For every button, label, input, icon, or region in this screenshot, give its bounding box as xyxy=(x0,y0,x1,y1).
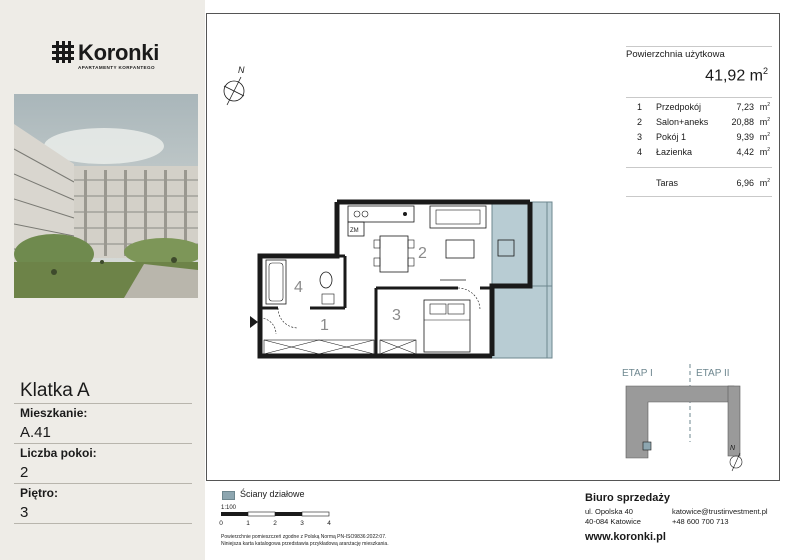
room-row: 3 Pokój 1 9,39 $m^2$ xyxy=(637,132,770,142)
zm-label: ZM xyxy=(350,228,359,234)
room-row: 4 Łazienka 4,42 $m^2$ xyxy=(637,147,770,157)
area-label: Powierzchnia użytkowa xyxy=(626,49,725,60)
sales-email[interactable]: katowice@trustinvestment.pl xyxy=(672,507,768,516)
coffee-table xyxy=(446,240,474,258)
pokoje-value: 2 xyxy=(20,464,29,481)
divider xyxy=(626,97,772,98)
apartment-location xyxy=(643,442,651,450)
sales-title: Biuro sprzedaży xyxy=(585,492,670,504)
terrace-row: Taras 6,96 $m^2$ xyxy=(656,178,770,188)
room-row: 1 Przedpokój 7,23 $m^2$ xyxy=(637,102,770,112)
terrace-area xyxy=(492,202,552,358)
divider xyxy=(14,483,192,484)
legend-walls-label: Ściany działowe xyxy=(240,489,305,499)
etap2-label: ETAP II xyxy=(696,368,730,379)
scale-tick: 4 xyxy=(327,520,331,527)
klatka-title: Klatka A xyxy=(20,380,90,401)
site-plan xyxy=(612,362,772,474)
brand-name: Koronki xyxy=(78,40,160,65)
divider xyxy=(14,443,192,444)
scale-tick: 0 xyxy=(219,520,223,527)
scale-tick: 3 xyxy=(300,520,304,527)
etap1-label: ETAP I xyxy=(622,368,653,379)
room-number-3: 3 xyxy=(392,307,401,324)
hash-logo-icon xyxy=(52,41,74,63)
north-label: N xyxy=(238,65,245,75)
brand-logo xyxy=(52,40,172,70)
scale-tick: 2 xyxy=(273,520,277,527)
pietro-label: Piętro: xyxy=(20,486,59,500)
divider xyxy=(14,523,192,524)
partition-wall-swatch xyxy=(222,491,235,500)
website-link[interactable]: www.koronki.pl xyxy=(585,531,666,543)
entrance-marker xyxy=(250,316,258,328)
disclaimer-arrangement: Niniejsza karta katalogowa przedstawia przykładową aranżację mieszkania. xyxy=(221,541,389,547)
scale-tick: 1 xyxy=(246,520,250,527)
bed xyxy=(424,300,470,352)
disclaimer-norm: Powierzchnie pomieszczeń zgodne z Polską Normą PN-ISO9836:2022:07. xyxy=(221,534,387,540)
sales-street: ul. Opolska 40 xyxy=(585,507,633,516)
site-north-label: N xyxy=(730,445,736,452)
divider xyxy=(626,196,772,197)
divider xyxy=(14,403,192,404)
room-row: 2 Salon+aneks 20,88 $m^2$ xyxy=(637,117,770,127)
mieszkanie-label: Mieszkanie: xyxy=(20,406,88,420)
floor-plan xyxy=(240,190,570,370)
dining-table xyxy=(380,236,408,272)
building-visualization xyxy=(14,94,198,298)
room-number-4: 4 xyxy=(294,279,303,296)
scale-bar xyxy=(217,511,337,529)
divider xyxy=(626,167,772,168)
mieszkanie-value: A.41 xyxy=(20,424,51,441)
room-number-1: 1 xyxy=(320,317,329,334)
pokoje-label: Liczba pokoi: xyxy=(20,446,97,460)
sales-city: 40-084 Katowice xyxy=(585,517,641,526)
sales-phone[interactable]: +48 600 700 713 xyxy=(672,517,729,526)
brand-subtitle: APARTAMENTY KORFANTEGO xyxy=(78,65,155,70)
sofa xyxy=(430,206,486,228)
area-total: 41,92 $m^2$ xyxy=(705,66,768,85)
scale-label: 1:100 xyxy=(221,505,237,511)
divider xyxy=(626,46,772,47)
room-number-2: 2 xyxy=(418,245,427,262)
north-arrow-icon xyxy=(220,64,250,106)
pietro-value: 3 xyxy=(20,504,29,521)
info-panel xyxy=(0,0,205,560)
